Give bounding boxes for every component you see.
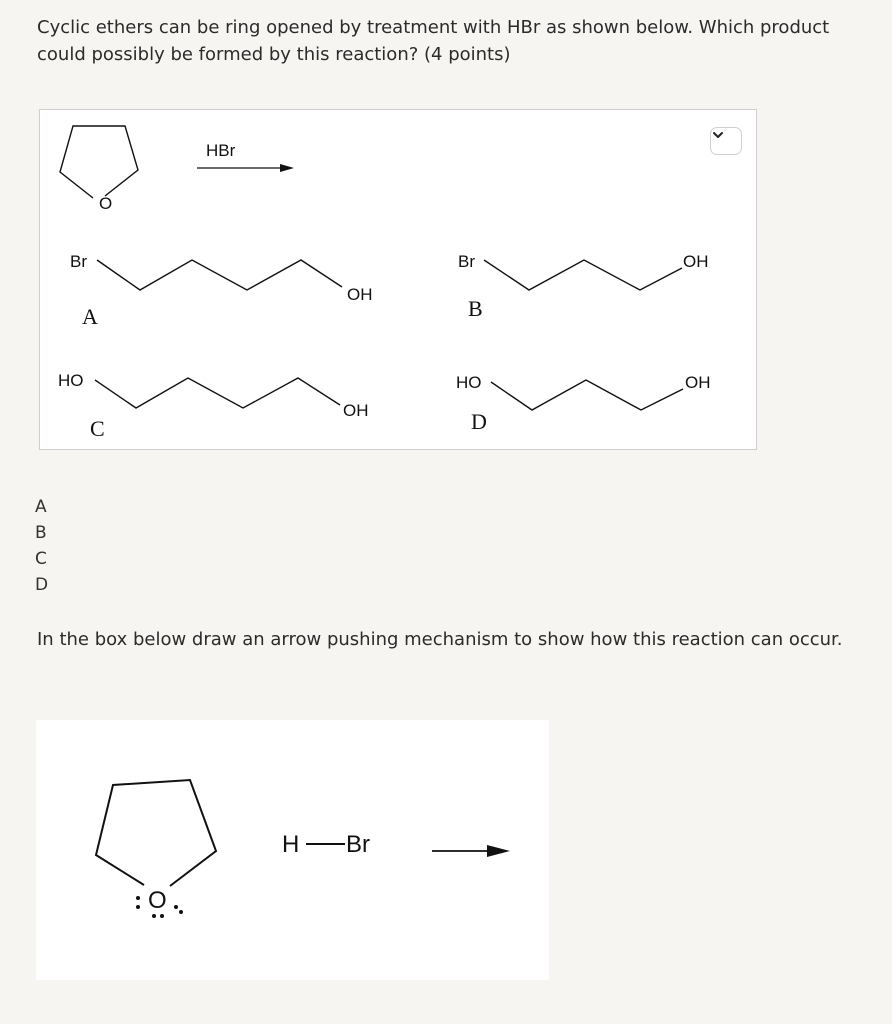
structure-a-right-group: OH	[347, 285, 373, 304]
expand-button[interactable]	[710, 127, 742, 155]
option-c[interactable]: C	[35, 549, 47, 569]
lone-pair-dot	[179, 910, 183, 914]
question-text: Cyclic ethers can be ring opened by treatment with HBr as shown below. Which product could possibly be formed by this reaction? (4 points)	[37, 17, 830, 65]
structure-a-chain	[97, 260, 342, 290]
lone-pair-dot	[152, 914, 156, 918]
option-a[interactable]: A	[35, 497, 47, 517]
structure-c-letter: C	[90, 416, 105, 441]
reaction-svg	[40, 110, 758, 451]
mechanism-svg	[36, 720, 549, 980]
option-d[interactable]: D	[35, 575, 49, 595]
structure-a-left-group: Br	[70, 252, 87, 271]
structure-d-chain	[491, 380, 683, 410]
answer-options	[35, 494, 48, 598]
lone-pair-dot	[136, 896, 140, 900]
mechanism-drawing-box[interactable]	[36, 720, 549, 980]
structure-c-left-group: HO	[58, 371, 84, 390]
structure-d-right-group: OH	[685, 373, 711, 392]
mechanism-thf-ring	[96, 780, 216, 886]
structure-d-letter: D	[471, 409, 487, 434]
hydrogen-label: H	[282, 831, 300, 858]
structure-c-chain	[95, 378, 340, 408]
thf-ring	[60, 126, 138, 198]
structure-c-right-group: OH	[343, 401, 369, 420]
ring-oxygen-label: O	[99, 194, 113, 213]
bromine-label: Br	[346, 831, 370, 858]
mechanism-oxygen-label: O	[148, 887, 167, 914]
option-b[interactable]: B	[35, 523, 47, 543]
structure-b-right-group: OH	[683, 252, 709, 271]
reagent-label: HBr	[206, 141, 236, 160]
structure-b-chain	[484, 260, 682, 290]
structure-b-left-group: Br	[458, 252, 475, 271]
mechanism-arrow-head	[487, 845, 510, 857]
structure-b-letter: B	[468, 296, 483, 321]
lone-pair-dot	[136, 905, 140, 909]
chevron-down-icon	[711, 128, 725, 142]
lone-pair-dot	[160, 914, 164, 918]
lone-pair-dot	[174, 905, 178, 909]
structure-d-left-group: HO	[456, 373, 482, 392]
structure-a-letter: A	[82, 304, 98, 329]
mechanism-prompt: In the box below draw an arrow pushing mechanism to show how this reaction can occur.	[37, 629, 843, 650]
reaction-figure	[39, 109, 757, 450]
reaction-arrow-head	[280, 164, 294, 172]
